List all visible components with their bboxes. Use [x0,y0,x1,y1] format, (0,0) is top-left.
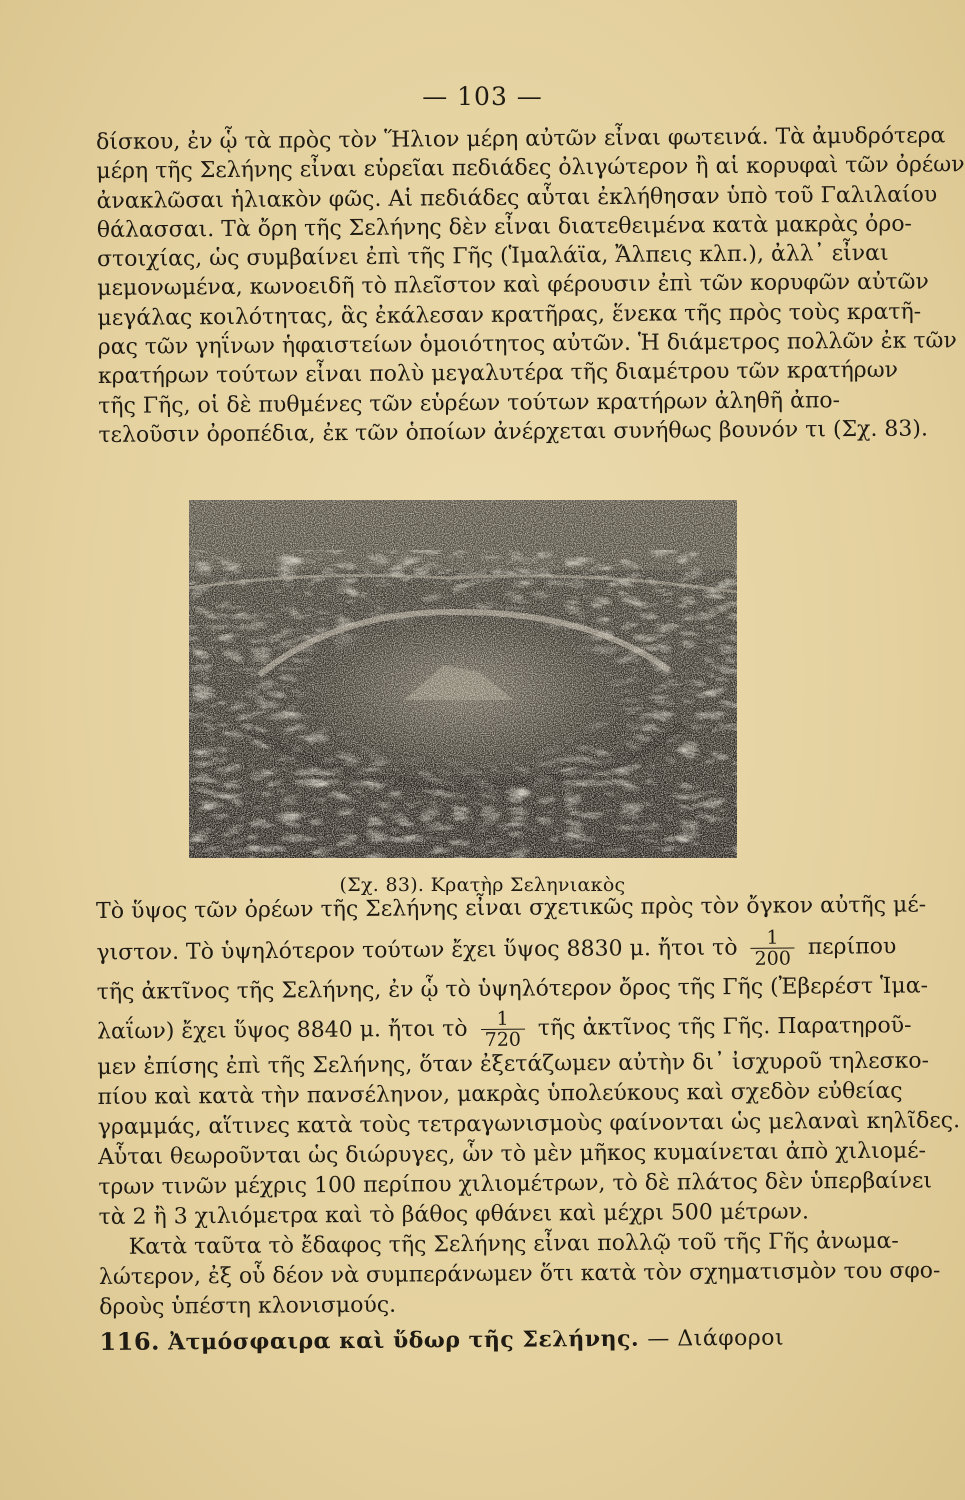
text-line: μέρη τῆς Σελήνης εἶναι εὑρεῖαι πεδιάδες ὀλιγώτερον ἢ αἱ κορυφαὶ τῶν ὀρέων [96,152,965,185]
text-line: πίου καὶ κατὰ τὴν πανσέληνον, μακρὰς ὑπολεύκους καὶ σχεδὸν εὐθείας [97,1078,903,1110]
text-line: τῆς Γῆς, οἱ δὲ πυθμένες τῶν εὑρέων τούτων κρατήρων ἀληθῆ ἀπο- [98,387,841,419]
text-line: μεμονωμένα, κωνοειδῆ τὸ πλεῖστον καὶ φέρουσιν ἐπὶ τῶν κορυφῶν αὐτῶν [97,269,929,302]
page-number: — 103 — [422,82,543,111]
text-line: τελοῦσιν ὀροπέδια, ἐκ τῶν ὁποίων ἀνέρχεται συνήθως βουνόν τι (Σχ. 83). [98,416,929,448]
fraction-1-200 [750,928,795,969]
fraction-denominator: 720 [481,1029,525,1050]
text-segment: γιστον. Τὸ ὑψηλότερον τούτων ἔχει ὕψος 8830 μ. ἤτοι τὸ [96,935,738,966]
text-line: μεγάλας κοιλότητας, ἃς ἐκάλεσαν κρατῆρας, ἕνεκα τῆς πρὸς τοὺς κρατῆ- [97,299,922,331]
text-line: Τὸ ὕψος τῶν ὀρέων τῆς Σελήνης εἶναι σχετικῶς πρὸς τὸν ὄγκον αὐτῆς μέ- [96,892,927,924]
text-line: στοιχίας, ὡς συμβαίνει ἐπὶ τῆς Γῆς (Ἱμαλάϊα, Ἄλπεις κλπ.), ἀλλ᾽ εἶναι [96,240,889,273]
text-line: κρατήρων τούτων εἶναι πολὺ μεγαλυτέρα τῆς διαμέτρου τῶν κρατήρων [97,358,899,390]
text-line: θάλασσαι. Τὰ ὄρη τῆς Σελήνης δὲν εἶναι διατεθειμένα κατὰ μακρὰς ὀρο- [96,211,913,243]
paragraph-1 [96,122,965,450]
section-title: Ἀτμόσφαιρα καὶ ὕδωρ τῆς Σελήνης. [168,1325,640,1356]
text-segment: τῆς ἀκτῖνος τῆς Γῆς. Παρατηροῦ- [537,1013,912,1042]
text-line: τὰ 2 ἢ 3 χιλιόμετρα καὶ τὸ βάθος φθάνει καὶ μέχρι 500 μέτρων. [98,1199,809,1230]
text-line: δροὺς ὑπέστη κλονισμούς. [99,1292,397,1320]
text-line: τρων τινῶν μέχρις 100 περίπου χιλιομέτρων, τὸ δὲ πλάτος δὲν ὑπερβαίνει [98,1168,933,1200]
text-line: ἀνακλῶσαι ἡλιακὸν φῶς. Αἱ πεδιάδες αὗται ἐκλήθησαν ὑπὸ τοῦ Γαλιλαίου [96,181,938,214]
text-line: Κατὰ ταῦτα τὸ ἔδαφος τῆς Σελήνης εἶναι πολλῷ τοῦ τῆς Γῆς ἀνωμα- [128,1228,899,1260]
text-line [96,926,897,974]
paragraph-2 [96,891,961,1359]
text-line: μεν ἐπίσης ἐπὶ τῆς Σελήνης, ὅταν ἐξετάζωμεν αὐτὴν δι᾽ ἰσχυροῦ τηλεσκο- [97,1048,930,1080]
text-line: ρας τῶν γηΐνων ἡφαιστείων ὁμοιότητος αὐτῶν. Ἡ διάμετρος πολλῶν ἐκ τῶν [97,328,957,361]
fraction-numerator: 1 [496,1007,509,1030]
section-heading [99,1321,861,1359]
text-segment: λαΐων) ἔχει ὕψος 8840 μ. ἤτοι τὸ [96,1016,468,1045]
section-continuation: — Διάφοροι [647,1325,785,1352]
text-line [96,1006,912,1053]
text-line: τῆς ἀκτῖνος τῆς Σελήνης, ἐν ᾧ τὸ ὑψηλότερον ὄρος τῆς Γῆς (Ἐβερέστ Ἱμα- [96,973,929,1005]
fraction-denominator: 200 [751,948,795,969]
text-line: γραμμάς, αἵτινες κατὰ τοὺς τετραγωνισμοὺς φαίνονται ὡς μελαναὶ κηλῖδες. [97,1108,961,1140]
section-number: 116. [99,1326,161,1356]
text-segment: περίπου [807,934,897,960]
figure-caption: (Σχ. 83). Κρατὴρ Σεληνιακὸς [339,874,626,896]
text-line: δίσκου, ἐν ᾧ τὰ πρὸς τὸν Ἥλιον μέρη αὐτῶν εἶναι φωτεινά. Τὰ ἀμυδρότερα [96,123,946,155]
fraction-1-720 [480,1009,525,1050]
text-line: Αὗται θεωροῦνται ὡς διώρυγες, ὧν τὸ μὲν μῆκος κυμαίνεται ἀπὸ χιλιομέ- [97,1138,927,1170]
fraction-numerator: 1 [766,926,779,949]
text-line: λώτερον, ἐξ οὗ δέον νὰ συμπεράνωμεν ὅτι κατὰ τὸν σχηματισμὸν του σφο- [98,1258,941,1290]
lunar-crater-photo [189,500,737,858]
